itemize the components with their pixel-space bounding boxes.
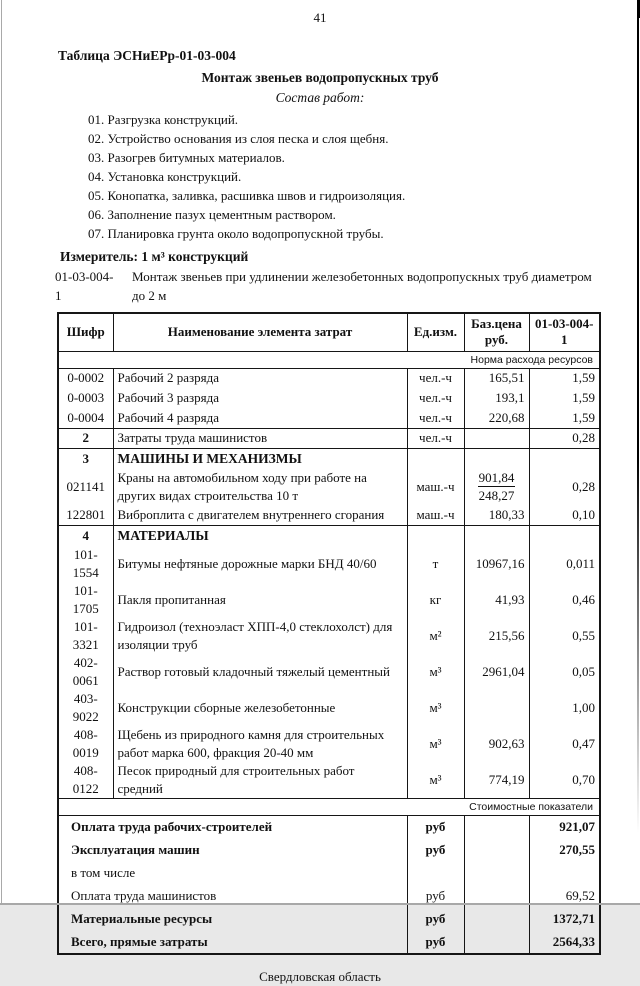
row-price: 215,56 xyxy=(464,618,529,654)
summary-row xyxy=(58,931,600,954)
row-unit: м³ xyxy=(407,726,464,762)
row-code: 021141 xyxy=(66,479,106,494)
row-unit: чел.-ч xyxy=(407,388,464,408)
row-price-fraction xyxy=(464,469,529,505)
row-unit: чел.-ч xyxy=(407,408,464,428)
summary-unit: руб xyxy=(407,885,464,908)
row-price: 902,63 xyxy=(464,726,529,762)
summary-label: Оплата труда рабочих-строителей xyxy=(71,819,273,835)
row-price: 193,1 xyxy=(464,388,529,408)
empty-cell xyxy=(407,525,464,546)
norm-description: Монтаж звеньев при удлинении железобетонных водопропускных труб диаметром до 2 м xyxy=(132,269,592,303)
empty-cell xyxy=(529,448,600,469)
norm-code: 01-03-004-1 xyxy=(55,269,114,303)
row-value: 0,46 xyxy=(529,582,600,618)
row-value: 0,10 xyxy=(529,505,600,525)
row-price-numerator: 901,84 xyxy=(478,470,515,485)
empty-cell xyxy=(464,862,529,885)
row-code: 402-0061 xyxy=(72,655,99,688)
table-caption: Таблица ЭСНиЕРр-01-03-004 xyxy=(58,48,236,63)
row-value: 1,59 xyxy=(529,408,600,428)
row-name: Песок природный для строительных работ средний xyxy=(113,762,407,799)
summary-value: 69,52 xyxy=(529,885,600,908)
empty-cell xyxy=(464,448,529,469)
row-name: Битумы нефтяные дорожные марки БНД 40/60 xyxy=(113,546,407,582)
row-code: 0-0002 xyxy=(67,370,105,386)
empty-cell xyxy=(529,525,600,546)
row-price: 774,19 xyxy=(464,762,529,799)
norm-definition xyxy=(55,267,640,305)
row-unit: маш.-ч xyxy=(407,505,464,525)
row-code: 403-9022 xyxy=(72,691,99,724)
row-name: Раствор готовый кладочный тяжелый цементный xyxy=(113,654,407,690)
table-row xyxy=(58,546,600,582)
row-value: 0,011 xyxy=(529,546,600,582)
row-price xyxy=(464,428,529,448)
row-name: Затраты труда машинистов xyxy=(113,428,407,448)
row-price: 10967,16 xyxy=(464,546,529,582)
row-unit: чел.-ч xyxy=(407,368,464,388)
row-name: Гидроизол (техноэласт ХПП-4,0 стеклохолст) для изоляции труб xyxy=(113,618,407,654)
row-name: Конструкции сборные железобетонные xyxy=(113,690,407,726)
work-item: 06. Заполнение пазух цементным раствором. xyxy=(88,207,336,222)
table-row xyxy=(58,582,600,618)
row-code: 0-0003 xyxy=(67,390,105,405)
summary-label: Материальные ресурсы xyxy=(71,911,213,926)
row-code: 408-0122 xyxy=(72,763,99,796)
cost-band-row xyxy=(58,799,600,816)
row-value: 1,59 xyxy=(529,368,600,388)
summary-unit: руб xyxy=(407,908,464,931)
summary-value: 270,55 xyxy=(529,839,600,862)
row-code: 0-0004 xyxy=(67,409,105,425)
row-unit: м³ xyxy=(407,690,464,726)
table-header-row xyxy=(58,313,600,351)
row-price: 2961,04 xyxy=(464,654,529,690)
work-item: 01. Разгрузка конструкций. xyxy=(88,112,239,127)
section-title: МАШИНЫ И МЕХАНИЗМЫ xyxy=(113,448,407,469)
row-value: 1,59 xyxy=(529,388,600,408)
row-name: Рабочий 3 разряда xyxy=(113,388,407,408)
row-code: 2 xyxy=(58,428,113,448)
table-row xyxy=(58,368,600,388)
norm-band-label: Норма расхода ресурсов xyxy=(58,351,600,368)
document-title: Монтаж звеньев водопропускных труб xyxy=(201,70,439,85)
table-row xyxy=(58,618,600,654)
summary-value: 1372,71 xyxy=(529,908,600,931)
cost-band-label: Стоимостные показатели xyxy=(58,799,600,816)
section-row xyxy=(58,525,600,546)
col-header-unit: Ед.изм. xyxy=(407,313,464,351)
row-name: Пакля пропитанная xyxy=(113,582,407,618)
summary-row xyxy=(58,816,600,839)
summary-unit: руб xyxy=(407,931,464,954)
col-header-result: 01-03-004-1 xyxy=(529,313,600,351)
works-composition-title: Состав работ: xyxy=(275,90,365,105)
works-list xyxy=(88,110,640,243)
row-name: Рабочий 2 разряда xyxy=(113,368,407,388)
row-price xyxy=(464,690,529,726)
table-row xyxy=(58,762,600,799)
summary-label: в том числе xyxy=(71,865,136,880)
table-row xyxy=(58,388,600,408)
row-value: 0,70 xyxy=(529,762,600,799)
row-price: 180,33 xyxy=(464,505,529,525)
summary-label: Всего, прямые затраты xyxy=(71,933,208,949)
row-name: Виброплита с двигателем внутреннего сгорания xyxy=(113,505,407,525)
empty-cell xyxy=(407,448,464,469)
row-name: Краны на автомобильном ходу при работе на других видах строительства 10 т xyxy=(113,469,407,505)
section-code: 3 xyxy=(58,448,113,469)
row-code: 101-1554 xyxy=(72,547,99,580)
table-row xyxy=(58,690,600,726)
row-unit: чел.-ч xyxy=(407,428,464,448)
summary-label: Эксплуатация машин xyxy=(71,842,200,857)
col-header-price-line1: Баз.цена xyxy=(471,316,522,332)
row-unit: кг xyxy=(407,582,464,618)
estimate-table xyxy=(57,312,601,955)
summary-unit xyxy=(407,862,464,885)
row-value: 0,28 xyxy=(529,469,600,505)
summary-row xyxy=(58,908,600,931)
empty-cell xyxy=(464,839,529,862)
summary-value: 921,07 xyxy=(529,816,600,839)
row-value: 1,00 xyxy=(529,690,600,726)
row-value: 0,28 xyxy=(529,428,600,448)
scan-edge-bottom xyxy=(0,903,640,905)
col-header-price xyxy=(464,313,529,351)
row-price: 165,51 xyxy=(464,368,529,388)
table-row xyxy=(58,428,600,448)
row-price: 220,68 xyxy=(464,408,529,428)
col-header-price-line2: руб. xyxy=(484,332,509,348)
norm-band-row xyxy=(58,351,600,368)
row-unit: т xyxy=(407,546,464,582)
row-unit: м³ xyxy=(407,654,464,690)
section-code: 4 xyxy=(58,525,113,546)
row-name: Рабочий 4 разряда xyxy=(113,408,407,428)
row-unit: маш.-ч xyxy=(407,469,464,505)
work-item: 03. Разогрев битумных материалов. xyxy=(88,150,285,165)
row-unit: м² xyxy=(407,618,464,654)
work-item: 02. Устройство основания из слоя песка и слоя щебня. xyxy=(88,131,389,146)
row-code: 101-3321 xyxy=(72,619,99,652)
empty-cell xyxy=(464,816,529,839)
section-title: МАТЕРИАЛЫ xyxy=(113,525,407,546)
row-name: Щебень из природного камня для строительных работ марка 600, фракция 20-40 мм xyxy=(113,726,407,762)
row-unit: м³ xyxy=(407,762,464,799)
work-item: 07. Планировка грунта около водопропускной трубы. xyxy=(88,226,384,241)
summary-unit: руб xyxy=(407,839,464,862)
empty-cell xyxy=(464,525,529,546)
table-row xyxy=(58,469,600,505)
section-row xyxy=(58,448,600,469)
table-row xyxy=(58,408,600,428)
summary-row xyxy=(58,839,600,862)
empty-cell xyxy=(464,931,529,954)
summary-value xyxy=(529,862,600,885)
work-item: 05. Конопатка, заливка, расшивка швов и гидроизоляция. xyxy=(88,188,406,203)
summary-label: Оплата труда машинистов xyxy=(71,888,217,903)
empty-cell xyxy=(464,908,529,931)
row-value: 0,47 xyxy=(529,726,600,762)
row-price-denominator: 248,27 xyxy=(478,488,515,503)
row-code: 122801 xyxy=(66,506,106,522)
row-value: 0,55 xyxy=(529,618,600,654)
table-row xyxy=(58,654,600,690)
work-item: 04. Установка конструкций. xyxy=(88,169,242,184)
page-number: 41 xyxy=(313,10,327,25)
row-price: 41,93 xyxy=(464,582,529,618)
row-code: 101-1705 xyxy=(72,583,99,616)
table-row xyxy=(58,726,600,762)
table-row xyxy=(58,505,600,525)
scan-edge-left xyxy=(1,0,2,905)
summary-value: 2564,33 xyxy=(529,931,600,954)
row-value: 0,05 xyxy=(529,654,600,690)
col-header-code: Шифр xyxy=(58,313,113,351)
region-footer: Свердловская область xyxy=(259,968,381,984)
summary-unit: руб xyxy=(407,816,464,839)
measurer-line: Измеритель: 1 м³ конструкций xyxy=(60,249,249,264)
row-code: 408-0019 xyxy=(72,727,99,760)
col-header-name: Наименование элемента затрат xyxy=(113,313,407,351)
summary-row xyxy=(58,862,600,885)
scan-edge-right xyxy=(637,0,639,833)
